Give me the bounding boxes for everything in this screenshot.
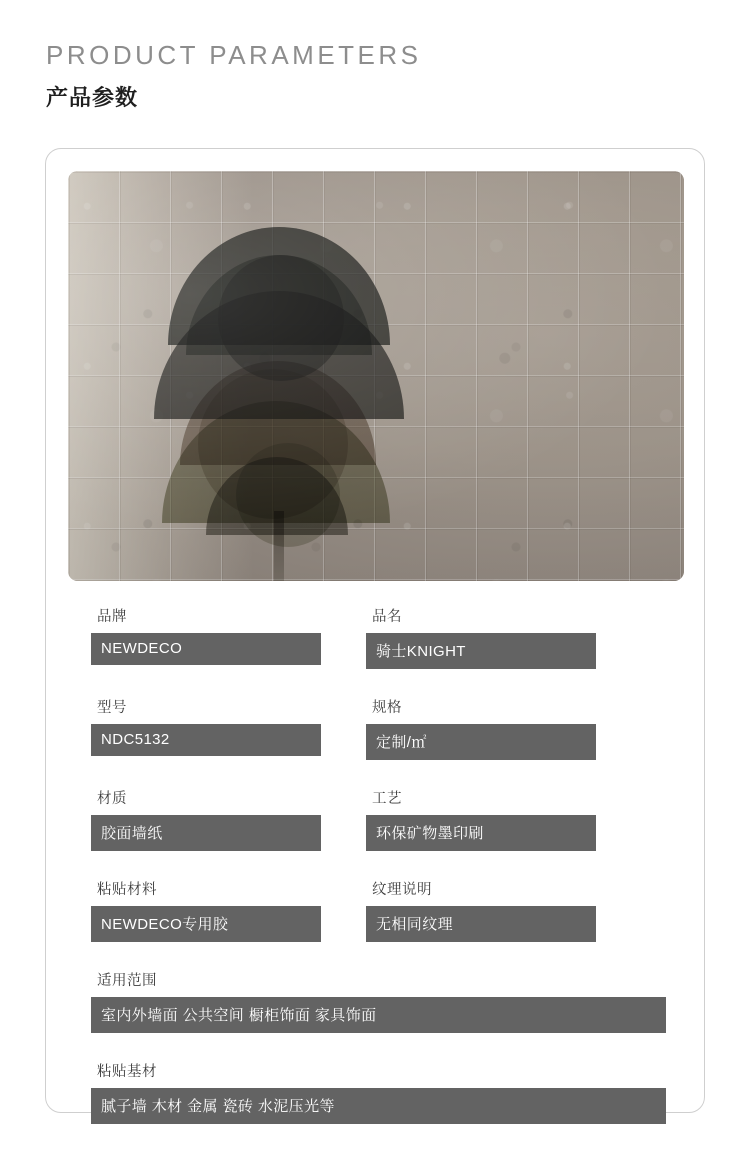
- page-title-cn: 产品参数: [46, 85, 139, 110]
- spec-value: 骑士KNIGHT: [366, 633, 596, 669]
- spec-cell: [366, 696, 596, 760]
- spec-cell: [91, 787, 321, 851]
- product-image-canvas: [68, 171, 684, 581]
- spec-label: 品牌: [97, 609, 127, 625]
- spec-value: NDC5132: [91, 724, 321, 756]
- spec-list: [91, 605, 666, 1151]
- spec-label: 粘贴基材: [97, 1064, 157, 1080]
- spec-cell: [91, 878, 321, 942]
- spec-label: 工艺: [372, 791, 402, 807]
- spec-cell: [91, 605, 321, 669]
- product-image: [68, 171, 684, 581]
- spec-label: 型号: [97, 700, 127, 716]
- spec-cell: [91, 696, 321, 760]
- spec-label: 适用范围: [97, 973, 157, 989]
- spec-label: 纹理说明: [372, 882, 432, 898]
- spec-cell: [91, 969, 666, 1033]
- spec-value: 无相同纹理: [366, 906, 596, 942]
- spec-value: 室内外墙面 公共空间 橱柜饰面 家具饰面: [91, 997, 666, 1033]
- spec-cell: [366, 878, 596, 942]
- spec-value: 定制/㎡: [366, 724, 596, 760]
- spec-label: 材质: [97, 791, 127, 807]
- page-header: [0, 0, 750, 112]
- spec-value: NEWDECO专用胶: [91, 906, 321, 942]
- spec-label: 粘贴材料: [97, 882, 157, 898]
- spec-cell: [366, 605, 596, 669]
- spec-cell: [366, 787, 596, 851]
- spec-value: 腻子墙 木材 金属 瓷砖 水泥压光等: [91, 1088, 666, 1124]
- spec-value: NEWDECO: [91, 633, 321, 665]
- spec-value: 胶面墙纸: [91, 815, 321, 851]
- page-title-en: PRODUCT PARAMETERS: [46, 40, 422, 70]
- image-vignette: [68, 171, 684, 581]
- spec-value: 环保矿物墨印刷: [366, 815, 596, 851]
- spec-label: 规格: [372, 700, 402, 716]
- parameters-card: [45, 148, 705, 1113]
- spec-label: 品名: [372, 609, 402, 625]
- spec-cell: [91, 1060, 666, 1124]
- spec-grid: [91, 605, 666, 1151]
